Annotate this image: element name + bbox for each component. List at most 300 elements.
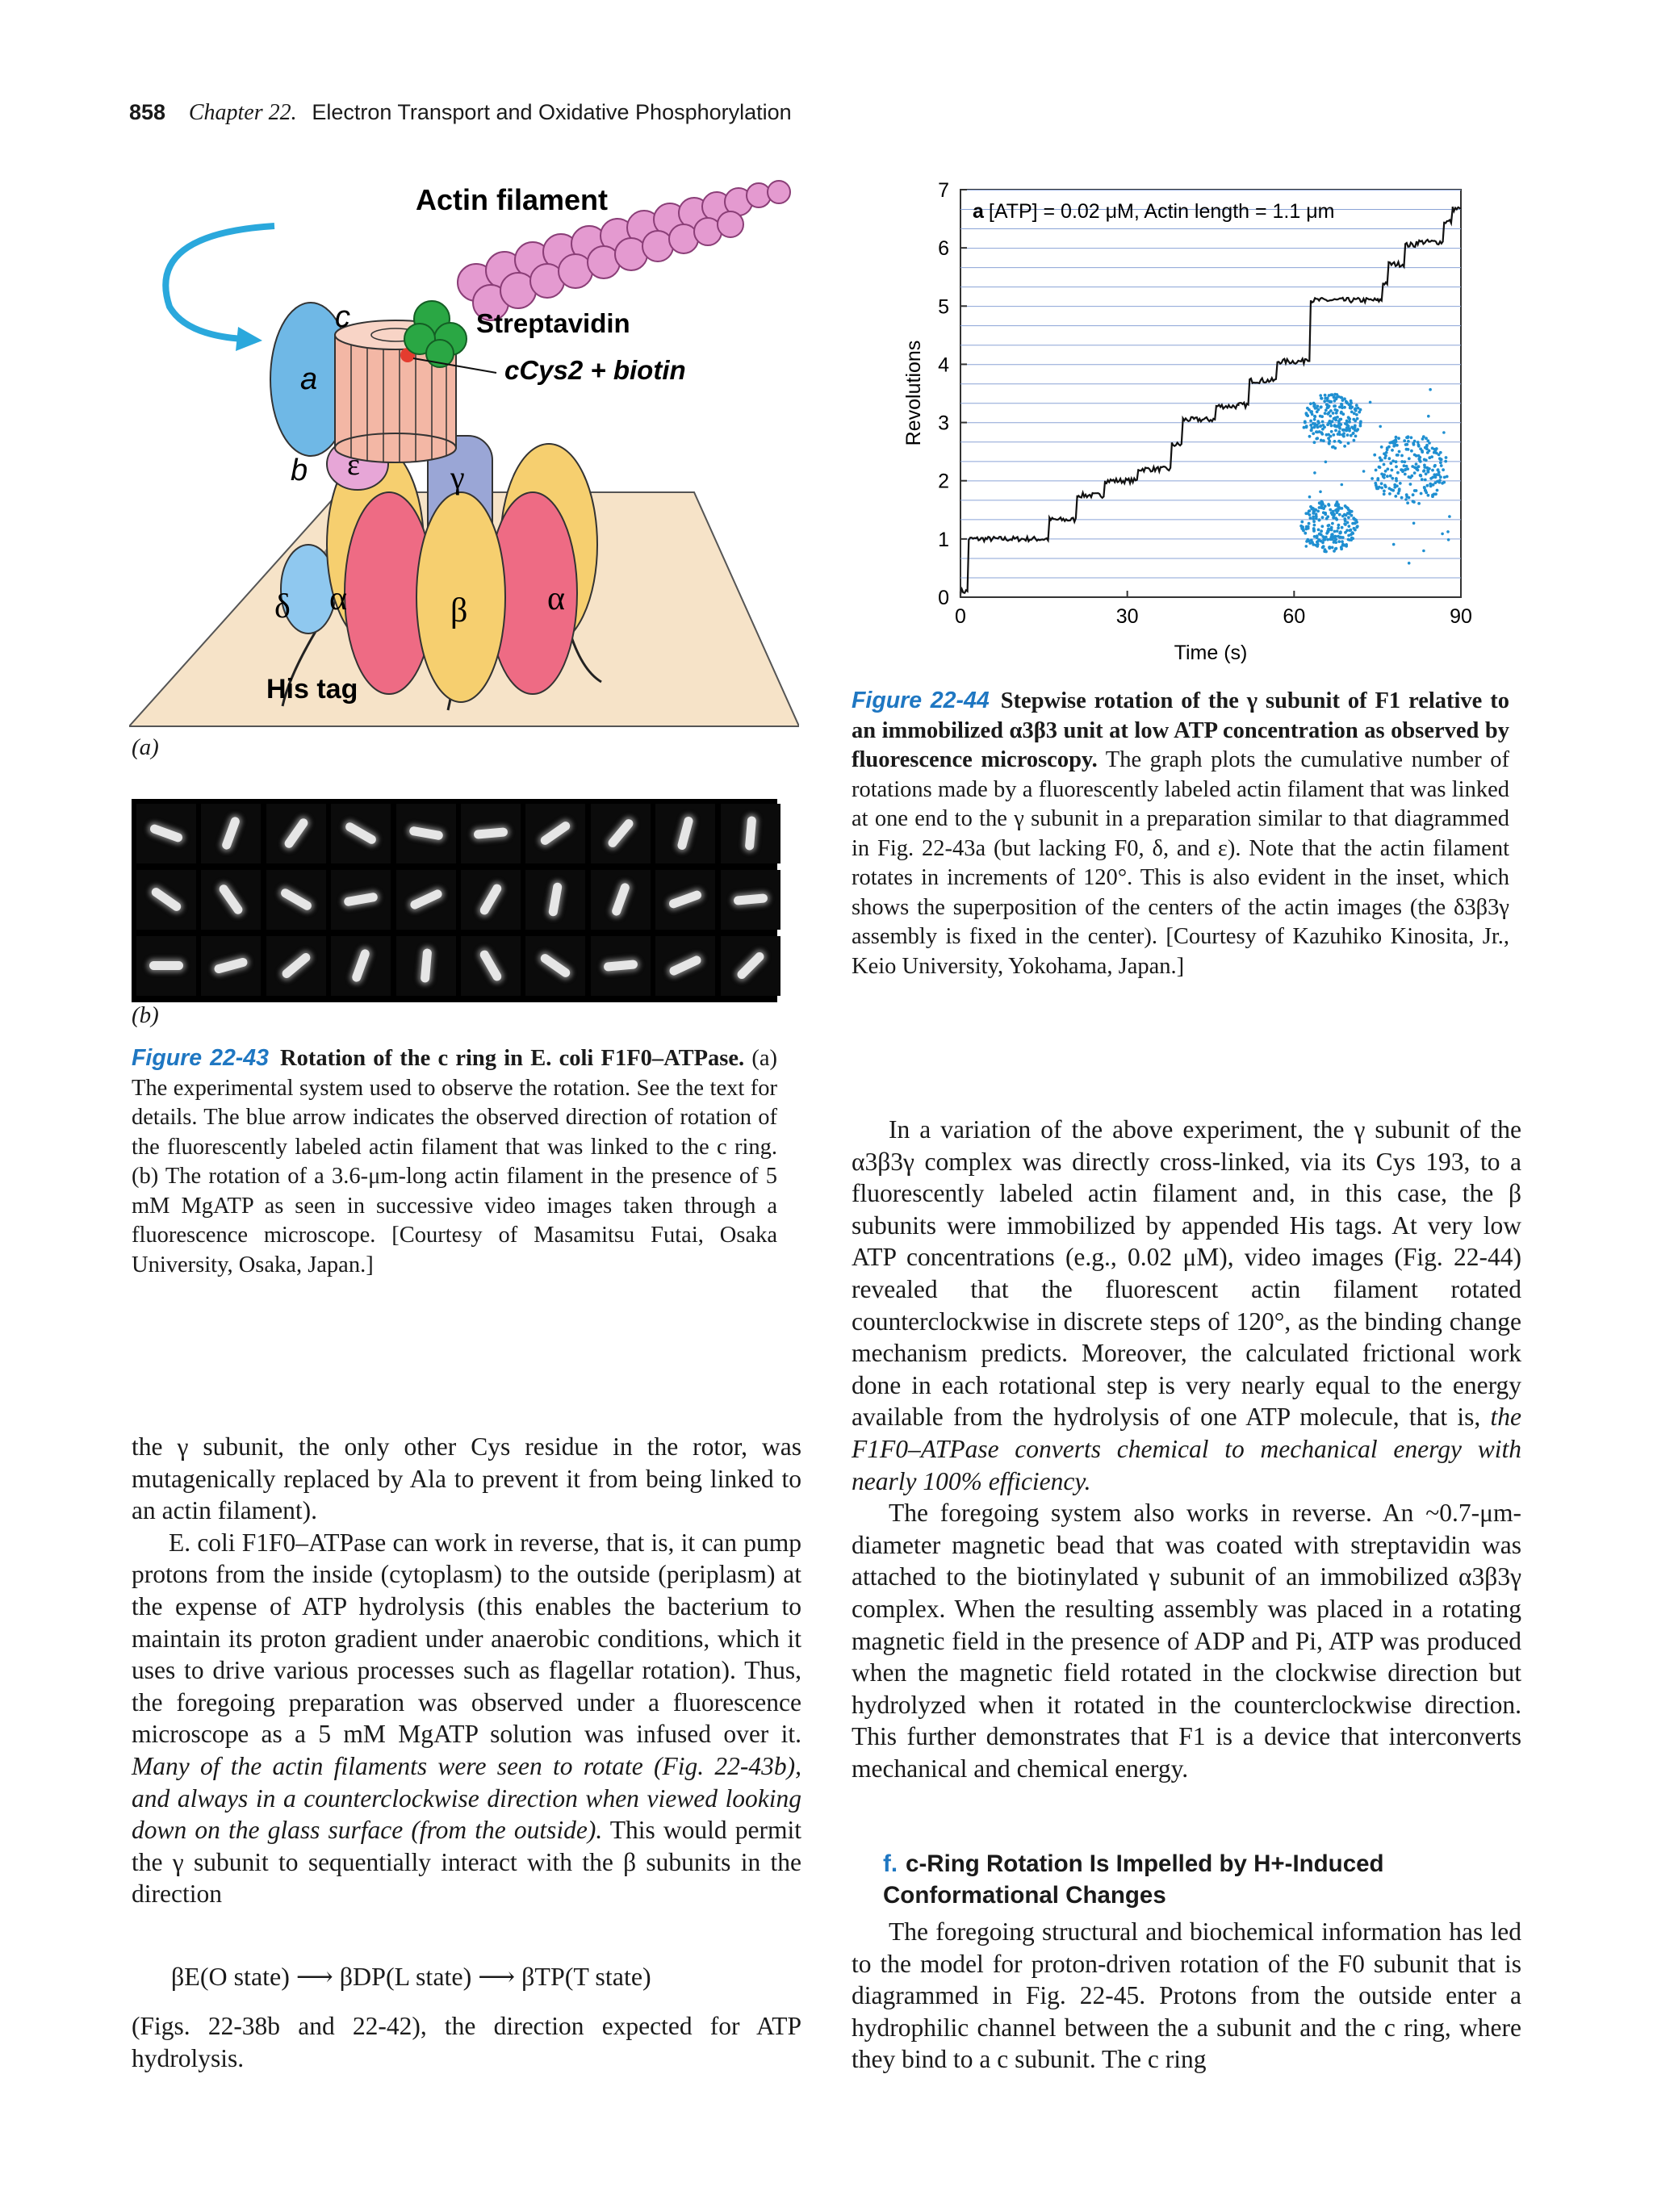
video-frame (461, 870, 521, 930)
inset-point (1333, 393, 1337, 396)
actin-filament-image (279, 887, 313, 912)
inset-point (1312, 529, 1316, 533)
label-gamma: γ (450, 459, 465, 496)
y-tick-label: 2 (938, 470, 949, 493)
right-paragraph-1-italic: the F1F0–ATPase converts chemical to mechanical energy with nearly 100% efficiency. (852, 1403, 1521, 1495)
page-number: 858 (129, 100, 166, 124)
inset-point (1329, 400, 1333, 404)
inset-point (1423, 464, 1426, 467)
revolutions-chart (896, 174, 1477, 678)
caption-figure-22-44 (852, 686, 1509, 981)
inset-point (1316, 541, 1319, 544)
inset-point (1404, 498, 1408, 501)
inset-point (1374, 482, 1377, 485)
inset-point (1341, 536, 1345, 539)
inset-point (1333, 550, 1336, 553)
inset-point (1354, 424, 1357, 428)
section-heading (883, 1848, 1496, 1911)
inset-point (1319, 424, 1322, 428)
inset-point (1302, 529, 1305, 533)
inset-point (1311, 541, 1314, 544)
video-frame (396, 804, 456, 863)
inset-point (1436, 489, 1439, 492)
caption-43-label: Figure 22-43 (132, 1045, 269, 1071)
inset-point (1430, 455, 1433, 458)
inset-point (1417, 458, 1421, 461)
inset-point (1412, 500, 1415, 503)
inset-point (1331, 546, 1334, 550)
inset-point (1395, 479, 1398, 483)
inset-point (1331, 537, 1334, 541)
inset-point (1347, 538, 1350, 542)
inset-point (1316, 510, 1320, 513)
video-frame (721, 936, 780, 996)
inset-point (1423, 458, 1426, 462)
inset-point (1310, 410, 1313, 413)
chapter-label: Chapter 22. (188, 100, 297, 125)
inset-point (1325, 403, 1329, 406)
inset-point (1339, 530, 1342, 533)
inset-point (1431, 447, 1434, 450)
y-tick-label: 3 (938, 412, 949, 435)
inset-point (1427, 470, 1430, 474)
inset-point (1324, 394, 1327, 397)
inset-point (1419, 447, 1422, 450)
left-paragraph-2 (132, 1527, 801, 1910)
inset-point (1320, 502, 1323, 505)
inset-point (1406, 501, 1409, 504)
inset-point (1304, 532, 1307, 535)
inset-point (1425, 472, 1428, 475)
video-frame (331, 936, 391, 996)
inset-point (1407, 435, 1410, 438)
chart-title-text: [ATP] = 0.02 μM, Actin length = 1.1 μm (988, 200, 1335, 223)
inset-point (1329, 415, 1332, 418)
inset-point (1448, 515, 1451, 518)
inset-point (1371, 477, 1374, 480)
right-paragraph-1 (852, 1114, 1521, 1497)
inset-point (1373, 454, 1376, 457)
y-axis-label: Revolutions (902, 340, 925, 446)
inset-point (1376, 477, 1379, 480)
inset-point (1331, 513, 1334, 516)
section-heading-label: f. (883, 1850, 898, 1877)
inset-point (1410, 450, 1413, 453)
inset-point (1332, 412, 1335, 415)
inset-point (1383, 476, 1386, 479)
inset-point (1324, 408, 1328, 412)
inset-point (1407, 440, 1410, 443)
inset-point (1312, 404, 1316, 408)
inset-point (1355, 413, 1358, 416)
inset-point (1350, 399, 1353, 403)
left-column-text-end (132, 2010, 801, 2074)
inset-point (1323, 399, 1326, 403)
actin-filament-image (221, 816, 241, 851)
inset-point (1308, 435, 1312, 438)
actin-filament-image (744, 816, 756, 851)
inset-point (1338, 433, 1341, 436)
inset-point (1441, 482, 1444, 485)
inset-point (1432, 483, 1435, 487)
inset-point (1391, 459, 1395, 462)
inset-point (1404, 468, 1407, 471)
inset-point (1324, 461, 1328, 464)
inset-point (1340, 403, 1343, 406)
inset-point (1326, 412, 1329, 416)
inset-point (1435, 473, 1438, 476)
inset-point (1303, 426, 1306, 429)
video-frame (721, 870, 780, 930)
chapter-title: Electron Transport and Oxidative Phosphorylation (312, 100, 792, 124)
chart-title (973, 200, 1334, 223)
inset-point (1342, 429, 1345, 432)
actin-filament-image (539, 820, 572, 847)
actin-filament-image (150, 886, 183, 913)
inset-point (1333, 440, 1337, 443)
inset-point (1423, 469, 1426, 472)
x-tick-label: 90 (1450, 605, 1472, 628)
inset-point (1349, 529, 1352, 532)
inset-point (1349, 407, 1352, 410)
inset-point (1326, 515, 1329, 518)
inset-point (1433, 464, 1437, 467)
inset-point (1327, 503, 1330, 506)
inset-point (1355, 404, 1358, 407)
actin-filament-image (676, 816, 693, 851)
inset-point (1336, 508, 1339, 511)
inset-point (1404, 473, 1407, 476)
inset-point (1354, 518, 1357, 521)
inset-point (1343, 406, 1346, 409)
inset-point (1345, 400, 1348, 404)
inset-point (1424, 479, 1427, 482)
inset-point (1342, 435, 1345, 438)
x-tick-label: 30 (1115, 605, 1139, 628)
inset-point (1426, 484, 1429, 487)
rotation-arrow-icon (165, 226, 274, 339)
inset-point (1391, 469, 1394, 472)
inset-point (1408, 562, 1411, 565)
inset-point (1386, 446, 1389, 450)
inset-point (1338, 513, 1341, 516)
inset-point (1335, 547, 1338, 550)
video-frame (266, 870, 326, 930)
inset-point (1346, 433, 1350, 437)
inset-point (1385, 451, 1388, 454)
inset-point (1425, 491, 1428, 495)
inset-point (1331, 522, 1334, 525)
inset-point (1412, 493, 1415, 496)
caption-44-title: Stepwise rotation of the γ subunit of F1 relative to an immobilized α3β3 unit at low ATP concentration as observed by fluorescence microscopy. (852, 688, 1509, 772)
inset-point (1322, 511, 1325, 514)
inset-point (1391, 477, 1394, 480)
figure-22-44-chart (896, 174, 1477, 678)
left-paragraph-2-end: This would permit the γ subunit to sequentially interact with the β subunits in the direction (132, 1816, 801, 1909)
inset-point (1337, 540, 1341, 543)
x-tick-label: 0 (955, 605, 966, 628)
y-tick-label: 6 (938, 237, 949, 261)
inset-point (1320, 540, 1323, 543)
inset-point (1415, 467, 1418, 470)
inset-point (1427, 494, 1430, 497)
video-frame (591, 804, 651, 863)
actin-filament-image (282, 817, 309, 850)
inset-point (1336, 529, 1339, 533)
figure-22-43a (129, 178, 799, 775)
inset-point (1429, 388, 1432, 391)
inset-point (1318, 533, 1321, 536)
video-frame (525, 936, 585, 996)
video-frame (201, 870, 261, 930)
inset-point (1439, 461, 1442, 464)
inset-point (1341, 483, 1344, 487)
caption-44-label: Figure 22-44 (852, 688, 990, 713)
inset-point (1313, 524, 1316, 527)
video-frame (396, 870, 456, 930)
inset-point (1312, 422, 1315, 425)
inset-point (1343, 445, 1346, 448)
inset-point (1333, 530, 1337, 533)
inset-point (1422, 550, 1425, 553)
inset-point (1438, 479, 1442, 482)
inset-point (1344, 531, 1347, 534)
inset-point (1339, 418, 1342, 421)
inset-point (1316, 405, 1320, 408)
inset-point (1396, 454, 1399, 457)
inset-point (1317, 529, 1320, 532)
inset-point (1413, 471, 1417, 475)
right-paragraph-2: The foregoing system also works in reverse. An ~0.7-μm-diameter magnetic bead that was coated with streptavidin was attached to the biotinylated γ subunit of an immobilized α3β3γ complex. When the resulting assembly was placed in a rotating magnetic field in the presence of ADP and Pi, ATP was produced when the magnetic field rotated in the clockwise direction but hydrolyzed when it rotated in the counterclockwise direction. This further demonstrates that F1 is a device that interconverts mechanical and chemical energy. (852, 1499, 1521, 1783)
inset-point (1350, 537, 1354, 540)
inset-point (1311, 426, 1314, 429)
inset-point (1389, 475, 1392, 478)
inset-point (1308, 510, 1311, 513)
inset-point (1309, 402, 1312, 405)
inset-point (1304, 512, 1308, 515)
inset-point (1398, 487, 1401, 491)
inset-point (1445, 456, 1448, 459)
caption-43-body: (a) The experimental system used to observe the rotation. See the text for details. The blue arrow indicates the observed direction of rotation of the fluorescently labeled actin filament that was linked to the c ring. (b) The rotation of a 3.6-μm-long actin filament in the presence of 5 mM MgATP as seen in successive video images taken through a fluorescence microscope. [Courtesy of Masamitsu Futai, Osaka University, Osaka, Japan.] (132, 1046, 778, 1277)
label-a: a (300, 362, 318, 396)
inset-point (1316, 536, 1319, 539)
inset-point (1383, 484, 1387, 487)
actin-filament-image (479, 883, 504, 917)
inset-point (1328, 524, 1331, 527)
section-heading-title: c-Ring Rotation Is Impelled by H+-Induced Conformational Changes (883, 1850, 1384, 1909)
inset-point (1333, 399, 1337, 403)
inset-point (1336, 511, 1339, 514)
panel-label-a: (a) (132, 734, 159, 760)
inset-point (1347, 403, 1350, 406)
video-frame (136, 804, 196, 863)
inset-point (1332, 510, 1335, 513)
inset-point (1328, 546, 1331, 549)
inset-point (1428, 450, 1431, 453)
inset-point (1391, 489, 1395, 492)
actin-filament-image (548, 882, 563, 917)
inset-point (1440, 464, 1443, 467)
inset-point (1405, 496, 1408, 499)
inset-point (1398, 450, 1401, 454)
inset-point (1321, 428, 1324, 431)
right-column-text-end (852, 1916, 1521, 2076)
inset-point (1441, 533, 1444, 536)
inset-point (1425, 466, 1429, 470)
inset-point (1395, 436, 1398, 439)
right-column-text (852, 1114, 1521, 1784)
left-column-text (132, 1431, 801, 1910)
inset-point (1354, 420, 1357, 423)
inset-point (1442, 431, 1446, 434)
panel-label-b: (b) (132, 1002, 159, 1028)
inset-point (1337, 535, 1340, 538)
inset-point (1400, 496, 1404, 500)
inset-point (1329, 508, 1332, 512)
video-frame (591, 870, 651, 930)
inset-point (1324, 548, 1327, 551)
inset-point (1386, 467, 1389, 470)
inset-point (1400, 468, 1403, 471)
inset-point (1383, 490, 1386, 493)
inset-point (1340, 546, 1343, 549)
inset-point (1337, 526, 1340, 529)
actin-filament-image (149, 961, 183, 970)
inset-point (1383, 473, 1386, 476)
inset-point (1417, 443, 1421, 446)
video-frame (331, 804, 391, 863)
inset-point (1315, 437, 1318, 441)
inset-point (1315, 515, 1318, 518)
inset-point (1330, 430, 1333, 433)
inset-point (1322, 545, 1325, 548)
inset-point (1320, 397, 1323, 400)
actin-filament-image (280, 951, 312, 980)
inset-point (1383, 463, 1386, 466)
inset-point (1350, 434, 1353, 437)
inset-point (1403, 439, 1406, 442)
actin-filament-image (344, 892, 379, 906)
left-paragraph-2-start: E. coli F1F0–ATPase can work in reverse, that is, it can pump protons from the inside (cytoplasm) to the outside (periplasm) at the expense of ATP hydrolysis (this enables the bacterium to maintain its proton gradient under anaerobic conditions, which it uses to drive various processes such as flagellar rotation). Thus, the foregoing preparation was observed under a fluorescence microscope as a 5 mM MgATP solution was infused over it. (132, 1528, 801, 1749)
inset-point (1391, 440, 1395, 443)
inset-point (1359, 422, 1362, 425)
inset-point (1318, 506, 1321, 509)
inset-point (1326, 423, 1329, 426)
inset-point (1350, 533, 1353, 537)
inset-point (1405, 443, 1408, 446)
inset-point (1400, 454, 1404, 458)
actin-filament-image (539, 952, 572, 979)
y-tick-label: 1 (938, 528, 949, 551)
inset-point (1342, 544, 1345, 547)
inset-point (1405, 465, 1408, 468)
inset-point (1350, 514, 1354, 517)
inset-point (1344, 519, 1347, 522)
inset-point (1326, 538, 1329, 542)
inset-point (1332, 516, 1335, 520)
inset-point (1421, 450, 1424, 454)
inset-point (1326, 529, 1329, 533)
label-actin-filament: Actin filament (416, 183, 609, 216)
inset-point (1419, 474, 1422, 477)
inset-point (1425, 444, 1429, 447)
inset-point (1350, 426, 1354, 429)
inset-point (1321, 424, 1324, 427)
inset-point (1341, 396, 1344, 399)
inset-point (1316, 420, 1320, 423)
inset-point (1327, 406, 1330, 409)
inset-point (1387, 457, 1391, 460)
inset-point (1409, 483, 1412, 486)
actin-filament-image (603, 960, 638, 972)
inset-point (1338, 427, 1341, 430)
inset-point (1313, 418, 1316, 421)
inset-point (1431, 469, 1434, 472)
label-b: b (291, 454, 308, 487)
x-tick-label: 60 (1283, 605, 1306, 628)
inset-point (1417, 441, 1420, 444)
video-frame (201, 804, 261, 863)
inset-point (1354, 435, 1358, 438)
inset-point (1437, 468, 1440, 471)
inset-point (1383, 457, 1387, 460)
inset-point (1316, 410, 1319, 413)
inset-point (1320, 439, 1323, 442)
inset-point (1351, 522, 1354, 525)
inset-point (1422, 435, 1425, 438)
inset-point (1389, 462, 1392, 465)
inset-point (1428, 441, 1431, 445)
x-axis-label: Time (s) (1174, 642, 1248, 664)
inset-point (1341, 526, 1344, 529)
inset-point (1362, 470, 1366, 473)
inset-point (1392, 445, 1396, 448)
inset-point (1347, 441, 1350, 445)
inset-point (1311, 413, 1314, 416)
inset-point (1313, 441, 1316, 444)
inset-point (1333, 408, 1337, 412)
inset-point (1413, 440, 1417, 443)
left-paragraph-2-italic: Many of the actin filaments were seen to rotate (Fig. 22-43b), and always in a counterclockwise direction when viewed looking down on the glass surface (from the outside). (132, 1751, 801, 1845)
inset-point (1380, 445, 1383, 449)
inset-point (1308, 513, 1312, 516)
inset-point (1444, 460, 1447, 463)
inset-point (1337, 430, 1341, 433)
inset-point (1356, 525, 1359, 528)
inset-point (1431, 495, 1434, 498)
y-tick-label: 0 (938, 587, 949, 609)
inset-point (1319, 415, 1322, 418)
inset-point (1320, 525, 1324, 528)
inset-point (1332, 433, 1335, 437)
video-frame (136, 936, 196, 996)
running-header (129, 100, 792, 126)
label-alpha-left: α (329, 580, 348, 617)
inset-point (1329, 393, 1333, 396)
inset-point (1321, 420, 1324, 424)
inset-point (1443, 476, 1446, 479)
figure-22-43b-filmstrip (132, 799, 777, 1002)
inset-point (1380, 482, 1383, 485)
inset-point (1318, 518, 1321, 521)
inset-point (1412, 522, 1416, 525)
inset-point (1408, 475, 1411, 479)
y-tick-label: 4 (938, 353, 949, 377)
inset-point (1380, 458, 1383, 462)
caption-figure-22-43 (132, 1043, 777, 1280)
inset-point (1337, 440, 1341, 443)
inset-point (1337, 524, 1341, 527)
